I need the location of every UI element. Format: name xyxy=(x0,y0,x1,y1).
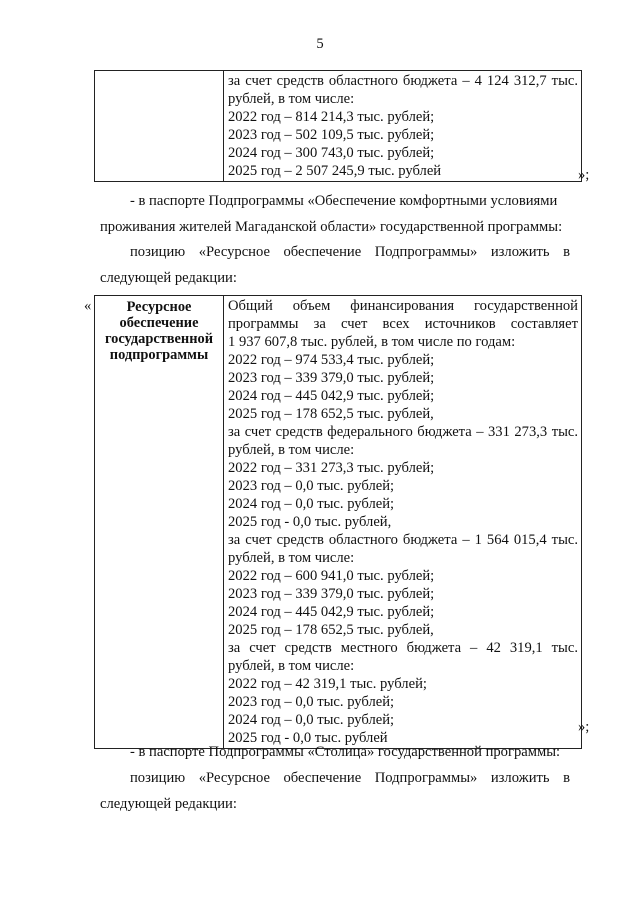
text-line: 2025 год - 0,0 тыс. рублей, xyxy=(228,514,392,530)
title-line: подпрограммы xyxy=(109,347,209,363)
text-line: рублей, в том числе: xyxy=(228,550,355,566)
table-left-cell xyxy=(95,296,224,749)
title-line: Ресурсное xyxy=(126,299,192,315)
text-line: за счет средств федерального бюджета – 331 273,3 тыс. xyxy=(228,424,578,440)
text-line: 1 937 607,8 тыс. рублей, в том числе по годам: xyxy=(228,334,516,350)
text-line: 2024 год – 445 042,9 тыс. рублей; xyxy=(228,604,435,620)
text-line: 2025 год – 178 652,5 тыс. рублей, xyxy=(228,622,434,638)
text-line: 2022 год – 600 941,0 тыс. рублей; xyxy=(228,568,435,584)
text-line: 2023 год – 339 379,0 тыс. рублей; xyxy=(228,370,435,386)
text-line: рублей, в том числе: xyxy=(228,658,355,674)
text-line: 2023 год – 0,0 тыс. рублей; xyxy=(228,694,395,710)
text-line: программы за счет всех источников составляет xyxy=(228,316,578,332)
text-line: 2025 год – 2 507 245,9 тыс. рублей xyxy=(228,163,442,179)
paragraph-position-resource-2 xyxy=(100,769,570,813)
text-line: Общий объем финансирования государственной xyxy=(228,298,578,314)
text-line: рублей, в том числе: xyxy=(228,442,355,458)
text-line: следующей редакции: xyxy=(100,270,237,286)
text-line: - в паспорте Подпрограммы «Обеспечение комфортными условиями xyxy=(130,193,558,209)
paragraph-position-resource xyxy=(100,243,570,287)
text-line: 2022 год – 814 214,3 тыс. рублей; xyxy=(228,109,435,125)
text-line: рублей, в том числе: xyxy=(228,91,355,107)
table-right-cell xyxy=(224,296,582,749)
text-line: проживания жителей Магаданской области» государственной программы: xyxy=(100,219,563,235)
opening-quote: « xyxy=(84,298,92,314)
text-line: 2025 год – 178 652,5 тыс. рублей, xyxy=(228,406,434,422)
table-right-cell xyxy=(224,71,582,182)
text-line: позицию «Ресурсное обеспечение Подпрограммы» изложить в xyxy=(130,244,570,260)
text-line: за счет средств областного бюджета – 1 564 015,4 тыс. xyxy=(228,532,578,548)
text-line: 2023 год – 0,0 тыс. рублей; xyxy=(228,478,395,494)
closing-quote: »; xyxy=(578,167,590,183)
text-line: - в паспорте Подпрограммы «Столица» государственной программы: xyxy=(130,744,561,760)
paragraph-passport-comfort xyxy=(100,192,570,236)
table-left-cell-empty xyxy=(95,71,224,182)
resource-title xyxy=(95,296,223,363)
text-line: за счет средств областного бюджета – 4 124 312,7 тыс. xyxy=(228,73,578,89)
text-line: 2022 год – 331 273,3 тыс. рублей; xyxy=(228,460,435,476)
text-line: 2022 год – 974 533,4 тыс. рублей; xyxy=(228,352,435,368)
paragraph-passport-capital xyxy=(100,743,570,761)
text-line: 2023 год – 502 109,5 тыс. рублей; xyxy=(228,127,435,143)
text-line: 2024 год – 445 042,9 тыс. рублей; xyxy=(228,388,435,404)
resource-table xyxy=(94,295,582,749)
text-line: 2024 год – 300 743,0 тыс. рублей; xyxy=(228,145,435,161)
text-line: следующей редакции: xyxy=(100,796,237,812)
text-line: 2023 год – 339 379,0 тыс. рублей; xyxy=(228,586,435,602)
title-line: обеспечение xyxy=(119,315,199,331)
resource-table-continuation xyxy=(94,70,582,182)
closing-quote: »; xyxy=(578,719,590,735)
title-line: государственной xyxy=(104,331,214,347)
text-line: 2025 год - 0,0 тыс. рублей xyxy=(228,730,388,746)
text-line: 2024 год – 0,0 тыс. рублей; xyxy=(228,496,395,512)
text-line: 2024 год – 0,0 тыс. рублей; xyxy=(228,712,395,728)
text-line: за счет средств местного бюджета – 42 319,1 тыс. xyxy=(228,640,578,656)
page-number: 5 xyxy=(316,36,324,52)
text-line: позицию «Ресурсное обеспечение Подпрограммы» изложить в xyxy=(130,770,570,786)
text-line: 2022 год – 42 319,1 тыс. рублей; xyxy=(228,676,427,692)
